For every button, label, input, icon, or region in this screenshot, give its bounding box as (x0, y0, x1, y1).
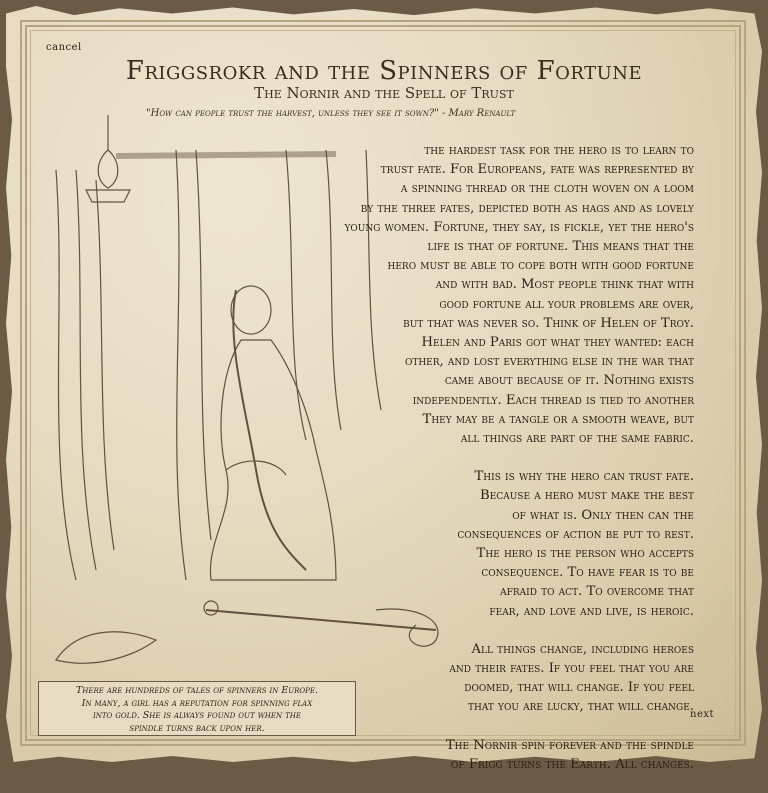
caption-line: spindle turns back upon her. (129, 722, 265, 734)
essay-line: trust fate. For Europeans, fate was represented by (380, 162, 694, 178)
lamp (98, 150, 118, 188)
essay-line: came about because of it. Nothing exists (444, 373, 694, 389)
caption-line: into gold. She is always found out when the (93, 710, 301, 721)
essay-line: and with bad. Most people think that with (435, 277, 694, 293)
essay-line: consequence. To have fear is to be (481, 565, 694, 581)
essay-line: Helen and Paris got what they wanted: each (421, 335, 694, 351)
essay-line: The Nornir spin forever and the spindle (445, 737, 694, 753)
essay-line: hero must be able to cope both with good fortune (387, 258, 694, 274)
next-button[interactable]: next (690, 709, 715, 720)
essay-line: Because a hero must make the best (480, 488, 694, 504)
essay-paragraph (274, 736, 694, 774)
essay-line: a spinning thread or the cloth woven on a loom (400, 181, 694, 197)
curtain-mid (176, 150, 211, 580)
illustration-caption (38, 681, 356, 736)
essay-line: by the three fates, depicted both as hags and as lovely (360, 200, 694, 216)
epigraph-quote: "How can people trust the harvest, unless they see it sown?" - Mary Renault (146, 108, 516, 119)
spindle-whorl (204, 601, 218, 615)
essay-line: independently. Each thread is tied to another (412, 392, 694, 408)
essay-line: but that was never so. Think of Helen of Troy. (403, 315, 694, 331)
essay-line: life is that of fortune. This means that the (427, 239, 694, 255)
essay-line: afraid to act. To overcome that (500, 584, 694, 600)
essay-line: They may be a tangle or a smooth weave, but (422, 411, 694, 427)
essay-line: and their fates. If you feel that you are (449, 661, 694, 677)
essay-line: of what is. Only then can the (512, 507, 694, 523)
essay-line: young women. Fortune, they say, is fickle, yet the hero's (344, 219, 694, 235)
essay-line: consequences of action be put to rest. (457, 526, 694, 542)
essay-line: The hero is the person who accepts (476, 546, 694, 562)
essay-line: This is why the hero can trust fate. (474, 469, 694, 485)
essay-line: fear, and love and live, is heroic. (489, 603, 694, 619)
essay-line: that you are lucky, that will change. (467, 699, 694, 715)
lamp-bowl (86, 190, 130, 202)
page-subtitle: The Nornir and the Spell of Trust (254, 84, 514, 102)
flax-bundle (56, 632, 156, 663)
essay-paragraph (274, 467, 694, 621)
cancel-button[interactable]: cancel (46, 42, 82, 53)
page-title: Friggsrokr and the Spinners of Fortune (125, 56, 643, 86)
essay-line: other, and lost everything else in the war that (404, 354, 694, 370)
essay-line: doomed, that will change. If you feel (464, 680, 694, 696)
essay-line: the hardest task for the hero is to learn to (424, 143, 694, 158)
woman-head (231, 286, 271, 334)
essay-line: of Frigg turns the Earth. All changes. (451, 756, 694, 772)
caption-line: In many, a girl has a reputation for spinning flax (81, 697, 313, 709)
essay-paragraph (274, 141, 694, 448)
essay-line: All things change, including heroes (471, 641, 694, 657)
essay-line: good fortune all your problems are over, (439, 296, 694, 312)
essay-line: all things are part of the same fabric. (460, 431, 694, 447)
caption-line: There are hundreds of tales of spinners in Europe. (76, 685, 318, 696)
curtain-left (56, 170, 114, 580)
